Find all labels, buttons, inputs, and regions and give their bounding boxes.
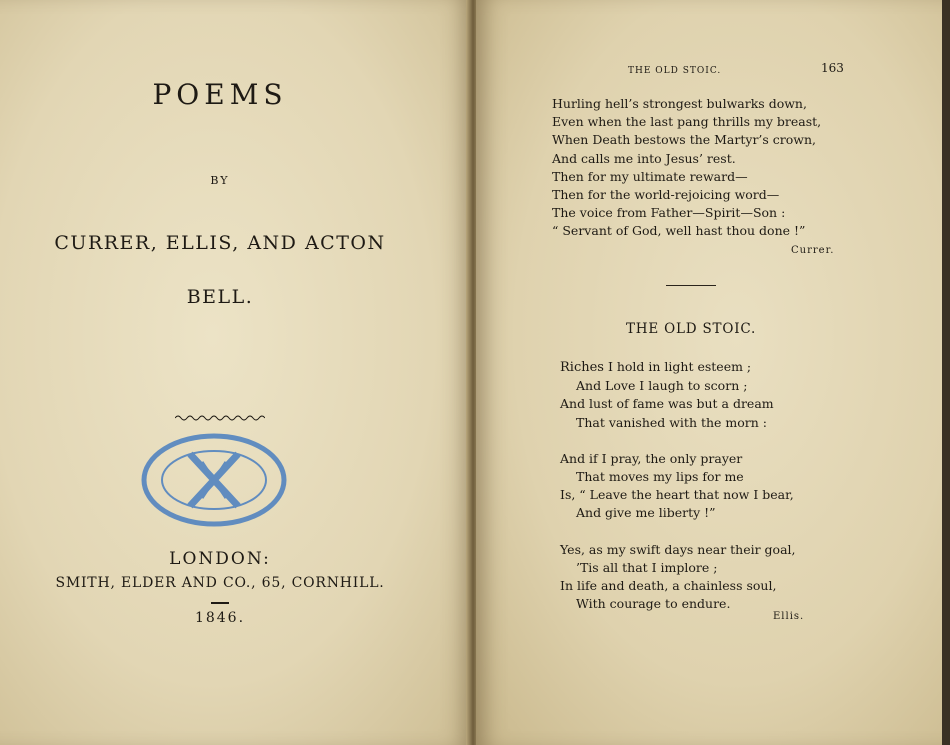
poem-heading: THE OLD STOIC. — [626, 321, 757, 337]
poem-line: Then for my ultimate reward— — [552, 168, 748, 184]
poem-line: With courage to endure. — [576, 596, 731, 612]
publication-year: 1846. — [194, 610, 246, 626]
by-line: BY — [210, 174, 230, 187]
section-rule — [666, 285, 716, 286]
poem-line: “ Servant of God, well hast thou done !” — [552, 223, 806, 239]
poem-line: And calls me into Jesus’ rest. — [552, 150, 736, 166]
poem-line — [560, 358, 796, 377]
title-page — [0, 0, 472, 745]
book-edge — [942, 0, 950, 745]
poem-line: And Love I laugh to scorn ; — [576, 378, 748, 394]
poem-continued — [552, 95, 821, 241]
poem-line: That vanished with the morn : — [576, 414, 768, 430]
poem-line: In life and death, a chainless soul, — [560, 578, 777, 594]
poem-line: That moves my lips for me — [576, 469, 744, 485]
poem-line: The voice from Father—Spirit—Son : — [552, 205, 786, 221]
poem-line: Even when the last pang thrills my breast, — [552, 114, 822, 130]
poem-line: Then for the world-rejoicing word— — [552, 187, 780, 203]
library-stamp-icon — [140, 432, 288, 528]
poem-line: Yes, as my swift days near their goal, — [560, 541, 796, 557]
text-page — [476, 0, 950, 745]
ornament-squiggle — [175, 414, 265, 422]
poem-line: When Death bestows the Martyr’s crown, — [552, 132, 817, 148]
authors-line: CURRER, ELLIS, AND ACTON — [54, 232, 386, 254]
poem-line: And lust of fame was but a dream — [560, 396, 774, 412]
poem-line-rest: I hold in light esteem ; — [603, 359, 752, 374]
poem-line: Hurling hell’s strongest bulwarks down, — [552, 96, 807, 111]
authors-surname: BELL. — [186, 286, 254, 308]
poem-the-old-stoic — [560, 358, 796, 613]
poem-line: Is, “ Leave the heart that now I bear, — [560, 487, 794, 503]
signature-currer: Currer. — [791, 245, 835, 256]
signature-ellis: Ellis. — [773, 611, 805, 622]
publisher-name: SMITH, ELDER AND CO., 65, CORNHILL. — [55, 575, 385, 591]
book-title: POEMS — [152, 78, 288, 111]
poem-line: ’Tis all that I implore ; — [576, 559, 718, 575]
running-head: THE OLD STOIC. — [628, 66, 722, 76]
poem-line: And give me liberty !” — [576, 505, 716, 521]
page-number: 163 — [821, 61, 844, 75]
publisher-city: LONDON: — [169, 549, 271, 569]
poem-line: And if I pray, the only prayer — [560, 450, 743, 466]
divider-dash — [211, 602, 229, 604]
drop-word: Riches — [560, 360, 604, 375]
